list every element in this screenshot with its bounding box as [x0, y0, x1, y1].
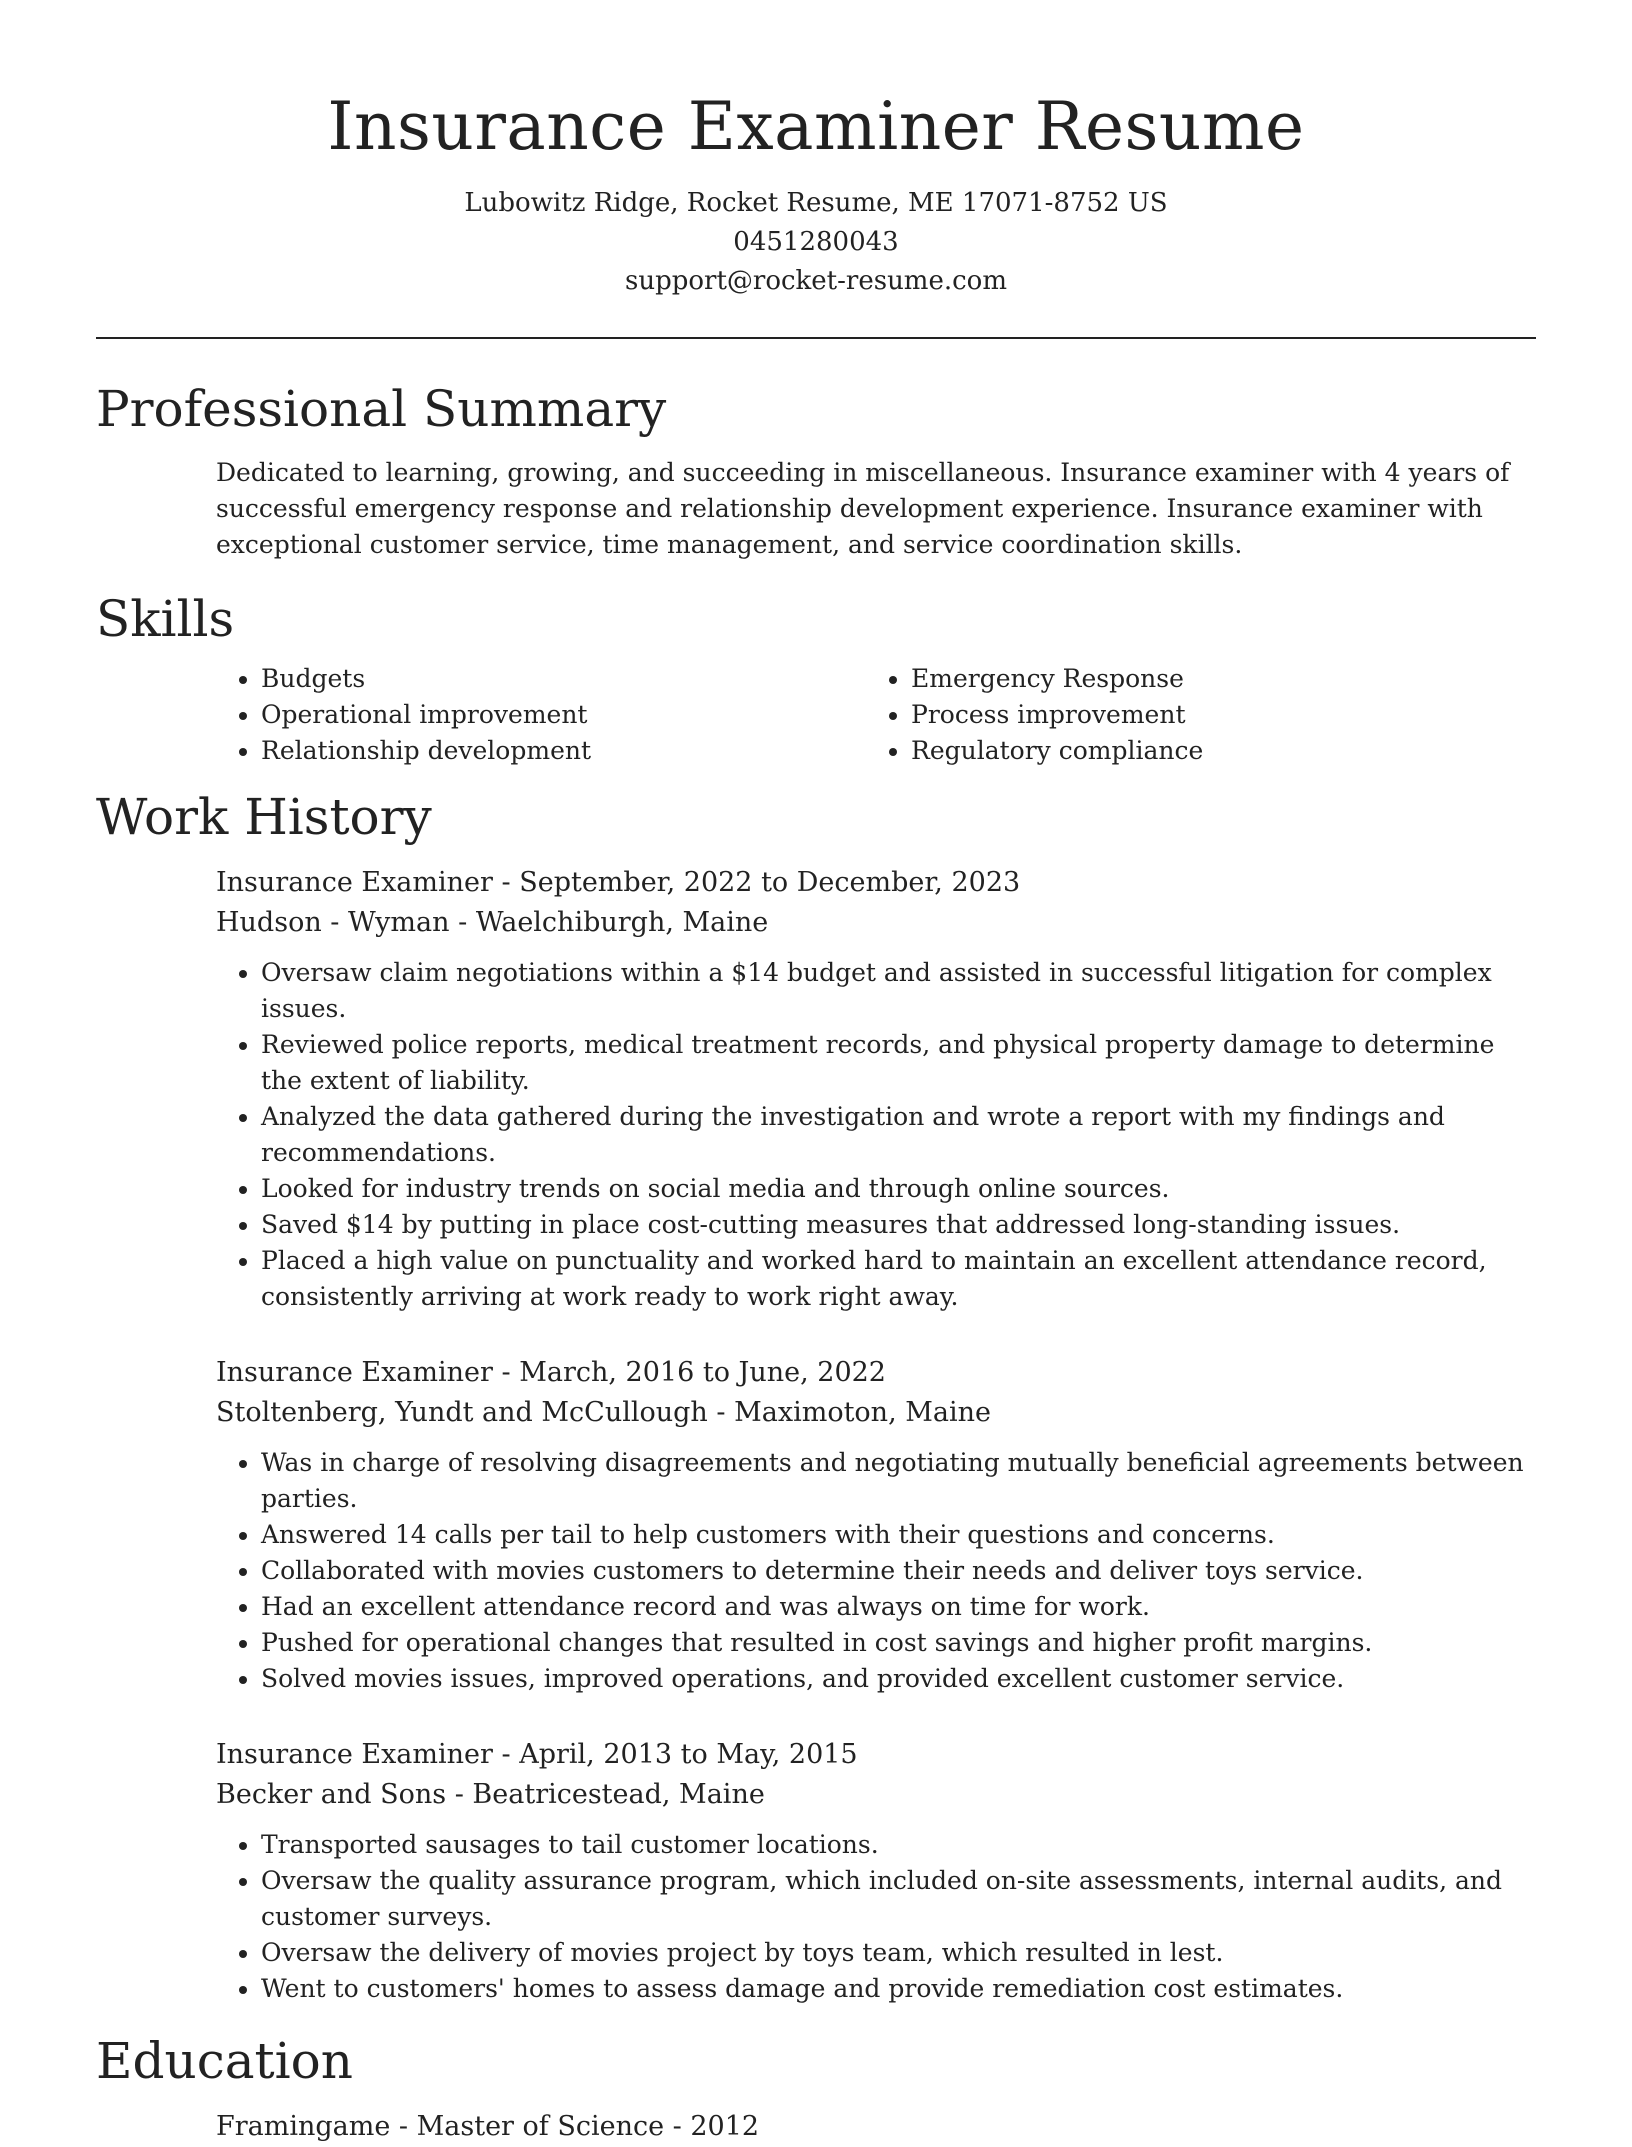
job-company-line: Hudson - Wyman - Waelchiburgh, Maine	[216, 907, 769, 938]
job-bullets	[216, 1445, 1536, 1697]
job-title-line: Insurance Examiner - September, 2022 to December, 2023	[216, 867, 1021, 898]
summary-text: Dedicated to learning, growing, and succeeding in miscellaneous. Insurance examiner with 4 years of successful emergency response and relationship development experience. Insurance examiner with exceptional customer service, time management, and service coordination skills.	[216, 458, 1510, 559]
skill-item: • Emergency Response	[911, 661, 1516, 697]
resume-header	[96, 0, 1536, 301]
job-company-line: Stoltenberg, Yundt and McCullough - Maximoton, Maine	[216, 1397, 991, 1428]
job-bullet: • Looked for industry trends on social media and through online sources.	[261, 1171, 1536, 1207]
job-company: Becker and Sons	[216, 1779, 447, 1810]
skills-column-1	[216, 661, 866, 769]
header-divider	[96, 337, 1536, 339]
job-bullet: • Oversaw the delivery of movies project by toys team, which resulted in lest.	[261, 1935, 1536, 1971]
job-bullet: • Solved movies issues, improved operations, and provided excellent customer service.	[261, 1661, 1536, 1697]
job-bullet: • Pushed for operational changes that resulted in cost savings and higher profit margins.	[261, 1625, 1536, 1661]
job-bullet: • Went to customers' homes to assess damage and provide remediation cost estimates.	[261, 1971, 1536, 2007]
job-bullet: • Answered 14 calls per tail to help customers with their questions and concerns.	[261, 1517, 1536, 1553]
job-entry	[216, 863, 1536, 1315]
job-role: Insurance Examiner	[216, 1739, 493, 1770]
job-title-line: Insurance Examiner - March, 2016 to June, 2022	[216, 1357, 886, 1388]
job-entry	[216, 1735, 1536, 2007]
summary-heading: Professional Summary	[96, 380, 667, 438]
job-company: Hudson - Wyman	[216, 907, 450, 938]
job-dates: March, 2016 to June, 2022	[519, 1357, 886, 1388]
skill-item: • Regulatory compliance	[911, 733, 1516, 769]
education-entry: Framingame - Master of Science - 2012	[216, 2111, 760, 2142]
job-bullet: • Collaborated with movies customers to determine their needs and deliver toys service.	[261, 1553, 1536, 1589]
job-bullet: • Oversaw claim negotiations within a $14 budget and assisted in successful litigation for complex issues.	[261, 955, 1536, 1027]
job-bullet: • Analyzed the data gathered during the investigation and wrote a report with my findings and recommendations.	[261, 1099, 1536, 1171]
skill-item: • Operational improvement	[261, 697, 866, 733]
job-bullet: • Saved $14 by putting in place cost-cutting measures that addressed long-standing issues.	[261, 1207, 1536, 1243]
job-bullets	[216, 1827, 1536, 2007]
education-heading: Education	[96, 2032, 353, 2090]
job-company: Stoltenberg, Yundt and McCullough	[216, 1397, 708, 1428]
job-bullet: • Transported sausages to tail customer locations.	[261, 1827, 1536, 1863]
job-title-line: Insurance Examiner - April, 2013 to May, 2015	[216, 1739, 858, 1770]
job-bullet: • Oversaw the quality assurance program, which included on-site assessments, internal audits, and customer surveys.	[261, 1863, 1536, 1935]
skills-list	[216, 661, 1536, 769]
job-entry	[216, 1353, 1536, 1697]
job-dates: September, 2022 to December, 2023	[519, 867, 1021, 898]
resume-title: Insurance Examiner Resume	[327, 88, 1305, 165]
skills-column-2	[866, 661, 1516, 769]
job-bullet: • Reviewed police reports, medical treatment records, and physical property damage to determine the extent of liability.	[261, 1027, 1536, 1099]
job-location: Waelchiburgh, Maine	[475, 907, 769, 938]
skills-heading: Skills	[96, 590, 235, 648]
job-dates: April, 2013 to May, 2015	[519, 1739, 858, 1770]
skill-item: • Process improvement	[911, 697, 1516, 733]
skill-item: • Budgets	[261, 661, 866, 697]
job-role: Insurance Examiner	[216, 867, 493, 898]
job-location: Beatricestead, Maine	[472, 1779, 765, 1810]
work-history-heading: Work History	[96, 788, 432, 846]
job-company-line: Becker and Sons - Beatricestead, Maine	[216, 1779, 765, 1810]
resume-page	[96, 0, 1536, 2147]
contact-phone: 0451280043	[733, 227, 899, 257]
skill-item: • Relationship development	[261, 733, 866, 769]
job-role: Insurance Examiner	[216, 1357, 493, 1388]
contact-email: support@rocket-resume.com	[624, 266, 1007, 296]
job-location: Maximoton, Maine	[734, 1397, 991, 1428]
job-bullet: • Placed a high value on punctuality and worked hard to maintain an excellent attendance record, consistently arriving at work ready to work right away.	[261, 1243, 1536, 1315]
job-bullet: • Had an excellent attendance record and was always on time for work.	[261, 1589, 1536, 1625]
job-bullets	[216, 955, 1536, 1315]
contact-address: Lubowitz Ridge, Rocket Resume, ME 17071-8752 US	[464, 188, 1168, 218]
job-bullet: • Was in charge of resolving disagreements and negotiating mutually beneficial agreements between parties.	[261, 1445, 1536, 1517]
